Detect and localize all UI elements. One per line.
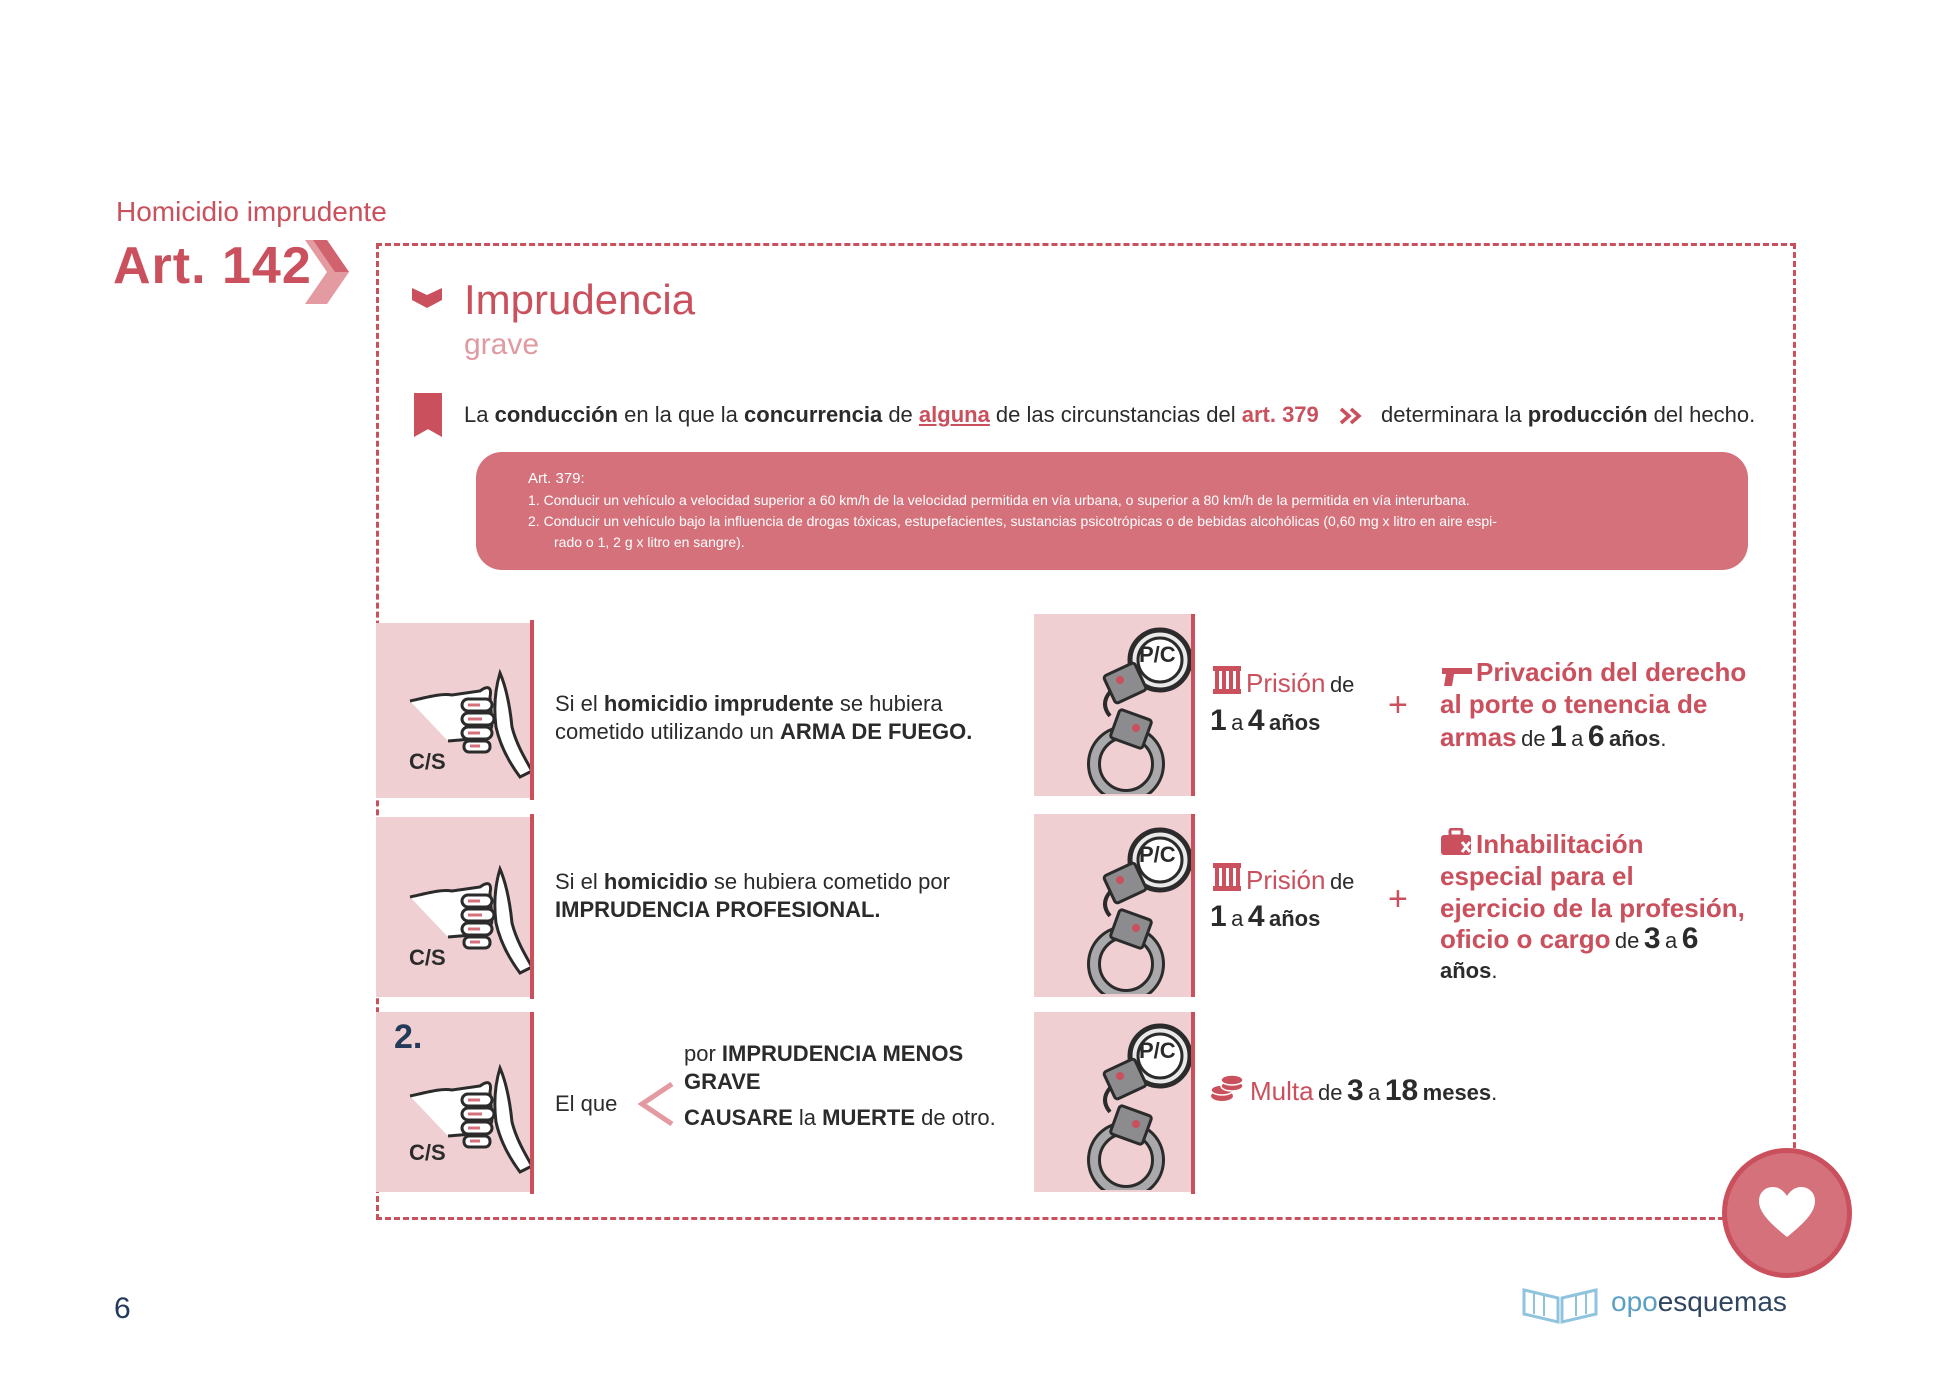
bracket-chevron-icon <box>636 1080 676 1128</box>
intro-text: La conducción en la que la concurrencia de alguna de las circunstancias del art. 379 determinara la producción del hecho. <box>464 402 1756 427</box>
row1-extra-l2: al porte o tenencia de <box>1440 689 1708 719</box>
cs-label: C/S <box>409 945 446 970</box>
row2-extra-l1: Inhabilitación <box>1476 829 1644 859</box>
row3-option-2: CAUSARE la MUERTE de otro. <box>684 1105 996 1130</box>
item-number: 2. <box>394 1018 423 1056</box>
row1-extra-l1: Privación del derecho <box>1476 657 1747 687</box>
row3-pc-panel <box>1034 1012 1192 1192</box>
article-ref: art. 379 <box>1241 402 1319 427</box>
briefcase-icon <box>1440 828 1472 856</box>
divider <box>1191 614 1195 796</box>
brand-name: opoesquemas <box>1611 1286 1787 1317</box>
row1-text: Si el homicidio imprudente se hubiera cometido utilizando un ARMA DE FUEGO. <box>555 691 973 744</box>
row1-prison: Prisión de <box>1246 668 1355 698</box>
pc-label: P/C <box>1139 842 1176 867</box>
row2-prison-term: 1 a 4 años <box>1210 900 1321 933</box>
row2-pc-panel <box>1034 814 1192 997</box>
row2-extra-l3: ejercicio de la profesión, <box>1440 893 1745 923</box>
divider <box>530 814 534 999</box>
topic-label: Homicidio imprudente <box>116 196 387 227</box>
row2-left-panel <box>376 817 530 997</box>
row2-extra-l2: especial para el <box>1440 861 1634 891</box>
prison-icon <box>1212 665 1242 695</box>
double-chevron-icon <box>1339 407 1365 425</box>
row3-lead: El que <box>555 1091 618 1116</box>
cs-label: C/S <box>409 749 446 774</box>
row2-extra-unit: años. <box>1440 958 1498 983</box>
prison-icon <box>1212 862 1242 892</box>
plus-sign: + <box>1388 686 1408 724</box>
note-item-1: 1. Conducir un vehículo a velocidad superior a 60 km/h de la velocidad permitida en vía urbana, o superior a 80 km/h de la permitida en vía interurbana. <box>528 492 1470 508</box>
page-number: 6 <box>114 1292 131 1325</box>
cs-label: C/S <box>409 1140 446 1165</box>
heart-icon <box>1757 1185 1817 1239</box>
note-title: Art. 379: <box>528 470 585 487</box>
pc-label: P/C <box>1139 642 1176 667</box>
row2-prison: Prisión de <box>1246 865 1355 895</box>
row1-left-panel <box>376 623 530 798</box>
plus-sign: + <box>1388 880 1408 918</box>
chevron-right-icon <box>305 240 349 304</box>
alguna-link: alguna <box>918 402 990 427</box>
section-title: Imprudencia <box>464 276 696 323</box>
divider <box>1191 814 1195 997</box>
row2-extra-l4: oficio o cargo de 3 a 6 <box>1440 922 1699 955</box>
divider <box>1191 1012 1195 1194</box>
row1-pc-panel <box>1034 614 1192 796</box>
art-379-note <box>476 452 1748 570</box>
section-subtitle: grave <box>464 328 540 361</box>
row3-fine: Multa de 3 a 18 meses. <box>1250 1074 1498 1107</box>
row2-text: Si el homicidio se hubiera cometido por IMPRUDENCIA PROFESIONAL. <box>555 869 950 922</box>
row3-left-panel <box>376 1012 530 1192</box>
gun-icon <box>1440 664 1474 688</box>
row1-prison-term: 1 a 4 años <box>1210 704 1321 737</box>
divider <box>530 1012 534 1194</box>
open-book-logo-icon <box>1520 1284 1600 1324</box>
book-open-icon <box>412 288 442 310</box>
favorite-button[interactable] <box>1722 1148 1852 1278</box>
note-item-2-cont: rado o 1, 2 g x litro en sangre). <box>554 534 745 550</box>
article-title: Art. 142 <box>113 237 312 295</box>
pc-label: P/C <box>1139 1038 1176 1063</box>
note-item-2: 2. Conducir un vehículo bajo la influencia de drogas tóxicas, estupefacientes, sustancias psicotrópicas o de bebidas alcohólicas (0,60 mg x litro en aire espi- <box>528 513 1497 529</box>
row1-extra-l3: armas de 1 a 6 años. <box>1440 720 1667 753</box>
coins-icon <box>1210 1074 1244 1104</box>
divider <box>530 620 534 800</box>
row3-option-1: por IMPRUDENCIA MENOS GRAVE <box>684 1041 964 1094</box>
